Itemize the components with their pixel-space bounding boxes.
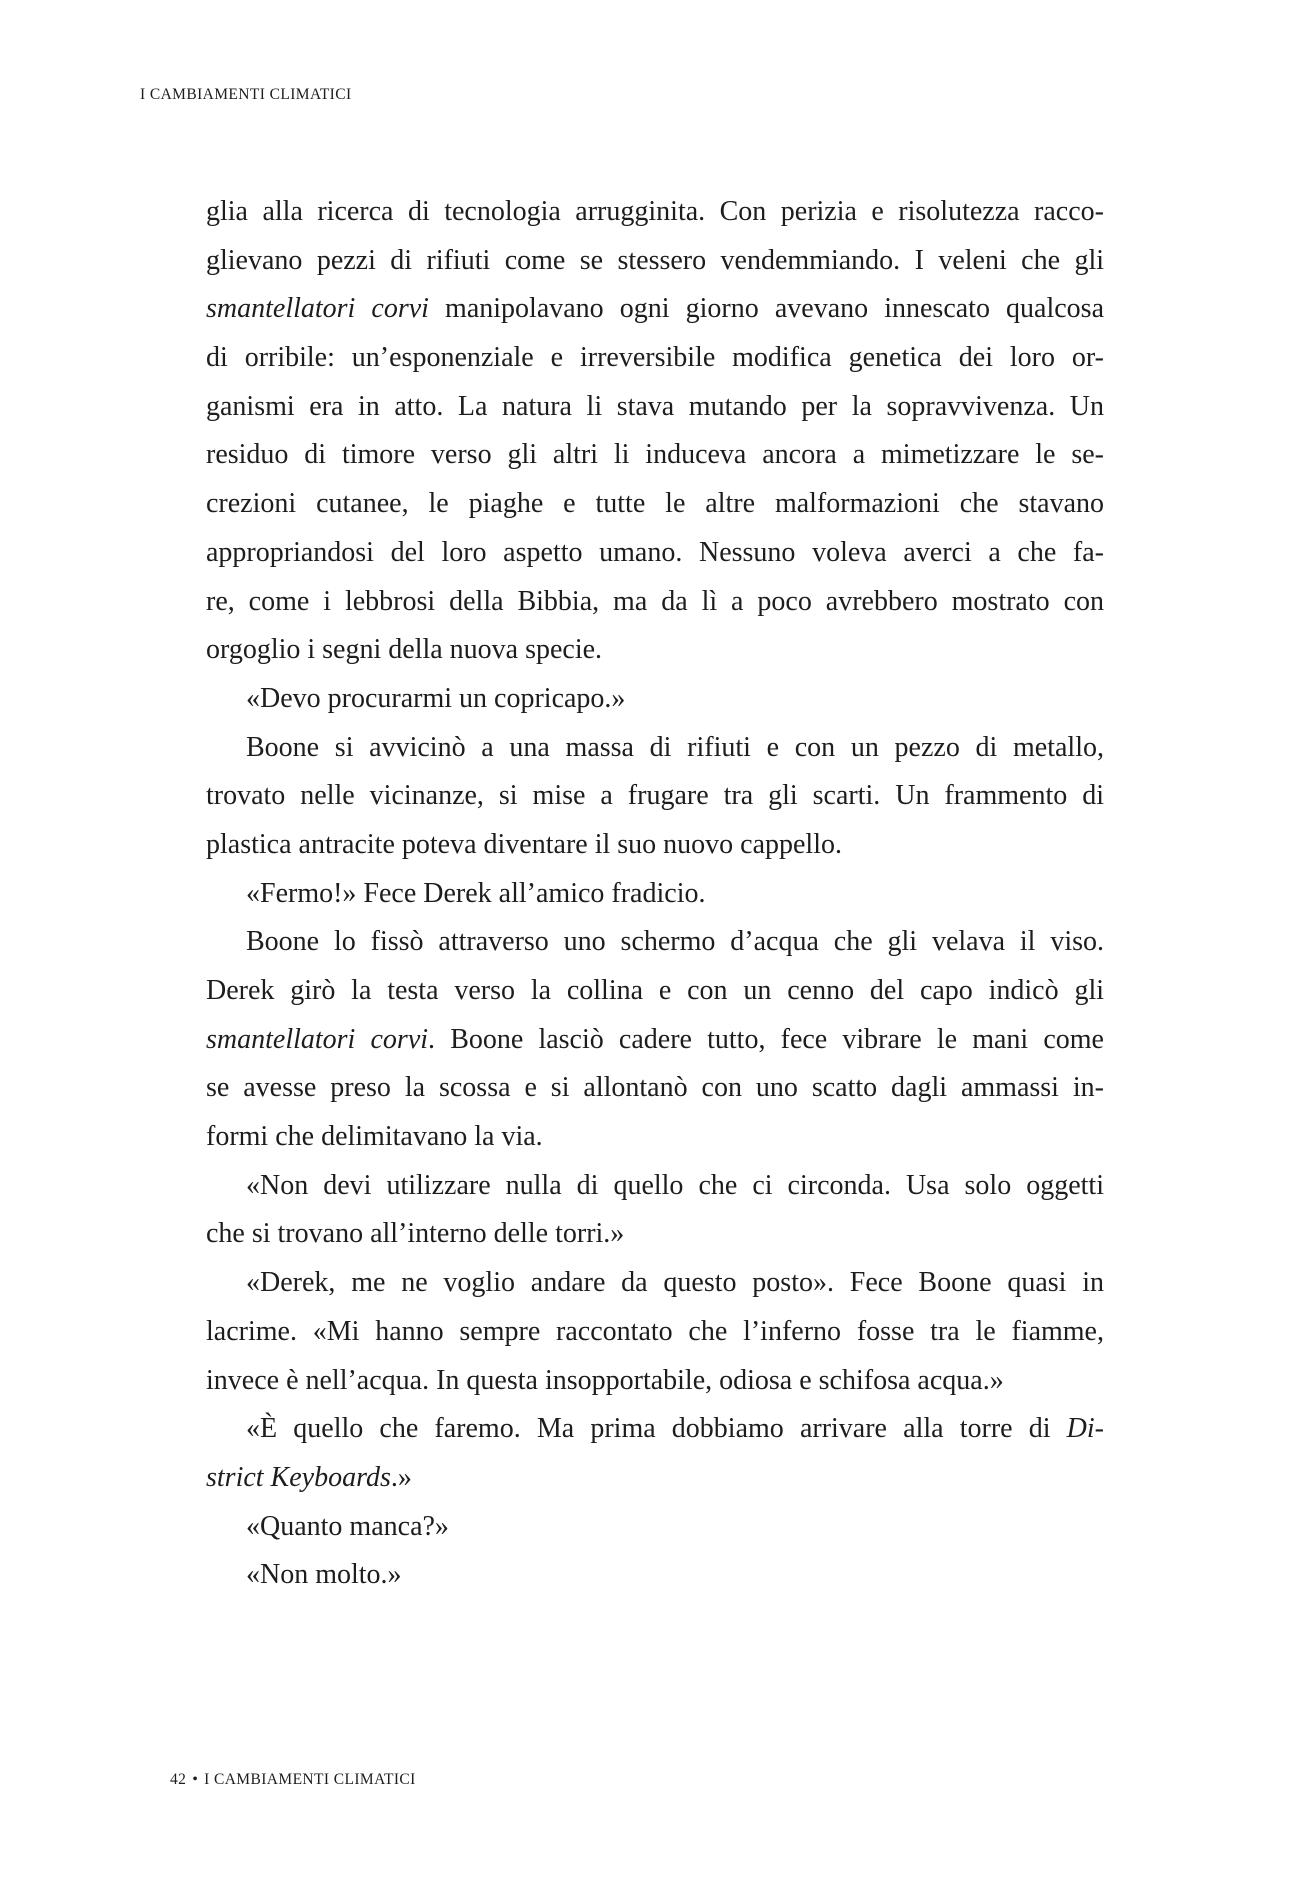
text-line: plastica antracite poteva diventare il suo nuovo cappello. (206, 828, 842, 860)
text-line (206, 1454, 1104, 1503)
italic-span: Di- (1066, 1413, 1104, 1445)
text-line: Derek girò la testa verso la collina e con un cenno del capo indicò gli (206, 975, 1104, 1006)
text-line: formi che delimitavano la via. (206, 1121, 543, 1153)
text-line: lacrime. «Mi hanno sempre raccontato che l’inferno fosse tra le fiamme, (206, 1315, 1104, 1347)
page-number: 42 (170, 1771, 187, 1788)
text-span: .» (390, 1461, 412, 1493)
text-line: invece è nell’acqua. In questa insopportabile, odiosa e schifosa acqua.» (206, 1364, 1004, 1396)
text-line (206, 1016, 1104, 1065)
text-line: «Non devi utilizzare nulla di quello che ci circonda. Usa solo oggetti (246, 1169, 1104, 1201)
text-line: ganismi era in atto. La natura li stava mutando per la sopravvivenza. Un (206, 390, 1104, 422)
text-line: «Fermo!» Fece Derek all’amico fradicio. (246, 877, 706, 909)
text-line: «Derek, me ne voglio andare da questo posto». Fece Boone quasi in (246, 1267, 1104, 1299)
text-line: glia alla ricerca di tecnologia arrugginita. Con perizia e risolutezza racco- (206, 196, 1104, 227)
text-line: trovato nelle vicinanze, si mise a frugare tra gli scarti. Un frammento di (206, 780, 1104, 812)
folio (170, 1771, 416, 1789)
text-line: re, come i lebbrosi della Bibbia, ma da lì a poco avrebbero mostrato con (206, 585, 1104, 617)
text-span: . Boone lasciò cadere tutto, fece vibrare le mani come (428, 1023, 1104, 1055)
text-line: che si trovano all’interno delle torri.» (206, 1218, 625, 1250)
text-line: crezioni cutanee, le piaghe e tutte le altre malformazioni che stavano (206, 488, 1104, 520)
text-line: orgoglio i segni della nuova specie. (206, 634, 603, 666)
text-line: «Devo procurarmi un copricapo.» (246, 682, 626, 714)
italic-span: strict Keyboards (206, 1461, 391, 1493)
text-line: glievano pezzi di rifiuti come se stessero vendemmiando. I veleni che gli (206, 244, 1104, 276)
folio-title: I CAMBIAMENTI CLIMATICI (204, 1771, 416, 1788)
italic-span: smantellatori corvi (206, 293, 429, 325)
text-line: di orribile: un’esponenziale e irreversibile modifica genetica dei loro or- (206, 342, 1104, 374)
text-span: «È quello che faremo. Ma prima dobbiamo arrivare alla torre di (246, 1413, 1067, 1445)
text-line: se avesse preso la scossa e si allontanò con uno scatto dagli ammassi in- (206, 1072, 1104, 1104)
running-head: I CAMBIAMENTI CLIMATICI (140, 86, 352, 103)
italic-span: smantellatori corvi (206, 1023, 429, 1055)
folio-separator: • (192, 1771, 199, 1788)
text-line: residuo di timore verso gli altri li induceva ancora a mimetizzare le se- (206, 439, 1104, 471)
text-line: «Quanto manca?» (246, 1510, 449, 1542)
text-span: manipolavano ogni giorno avevano innescato qualcosa (428, 293, 1105, 325)
text-line: Boone si avvicinò a una massa di rifiuti e con un pezzo di metallo, (246, 731, 1104, 763)
text-line (206, 285, 1104, 334)
text-line: Boone lo fissò attraverso uno schermo d’acqua che gli velava il viso. (246, 926, 1104, 958)
text-line (206, 1405, 1104, 1454)
text-line: «Non molto.» (246, 1559, 402, 1591)
text-line: appropriandosi del loro aspetto umano. Nessuno voleva averci a che fa- (206, 536, 1104, 568)
body-text (206, 188, 1104, 1600)
